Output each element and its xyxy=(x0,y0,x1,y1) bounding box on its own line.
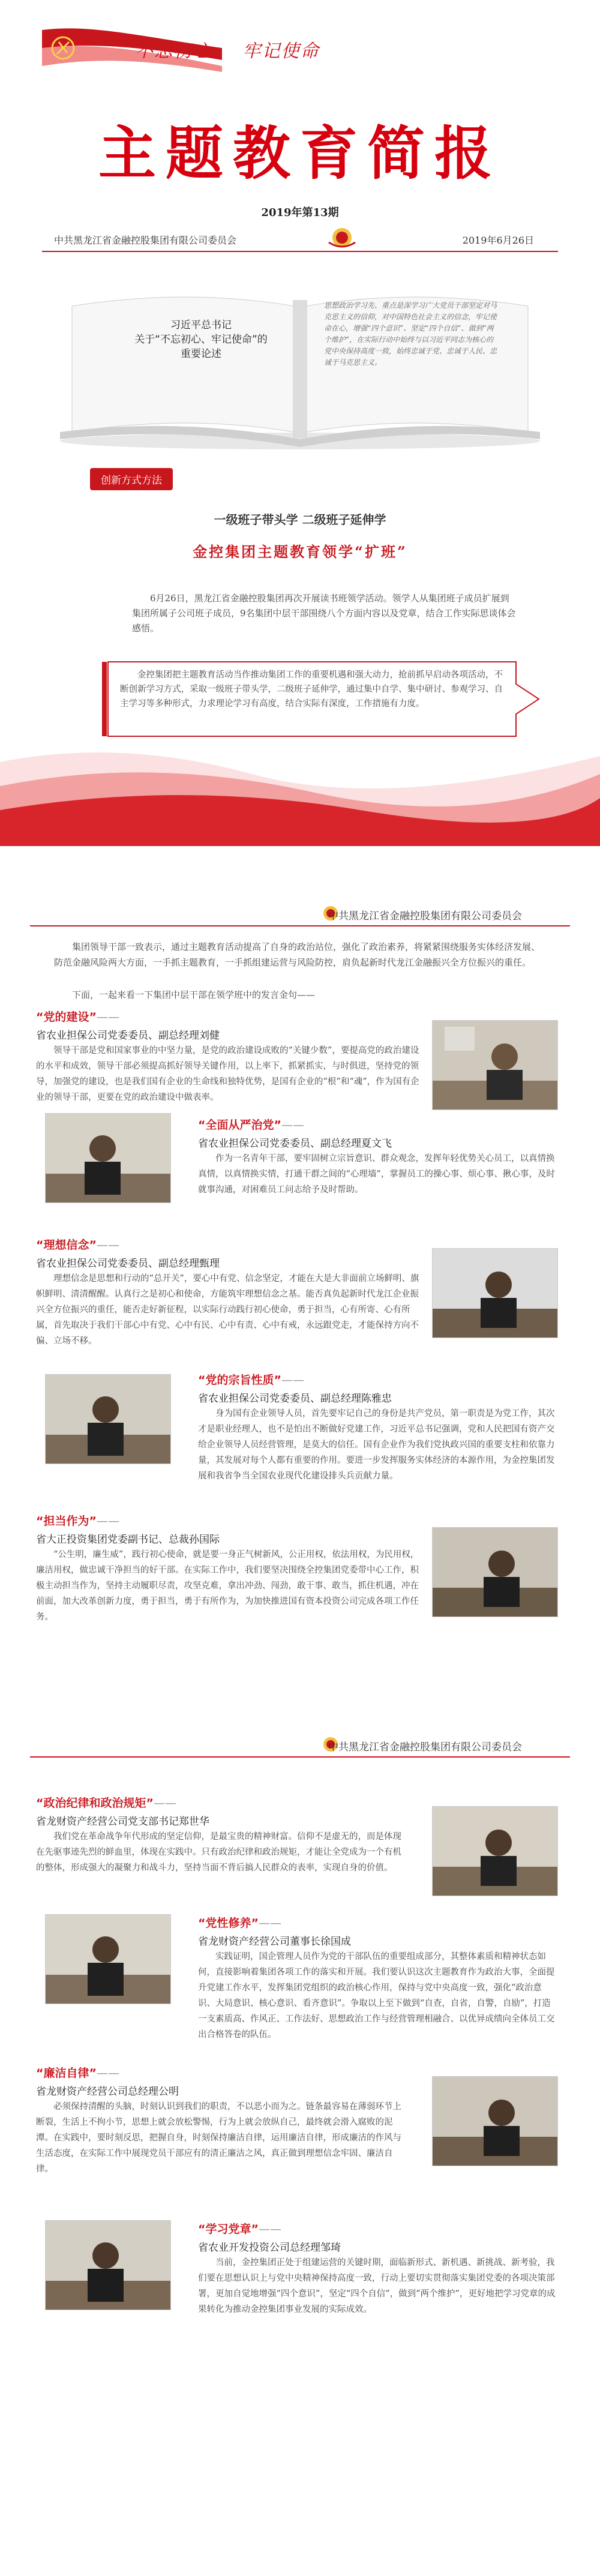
section-subtitle: 一级班子带头学 二级班子延伸学 xyxy=(214,512,386,527)
speaker-photo xyxy=(45,1374,171,1464)
speaker-block xyxy=(198,1371,558,1484)
quote-title: “担当作为”—— xyxy=(36,1515,119,1528)
book-left-line3: 重要论述 xyxy=(181,348,221,360)
speaker-block xyxy=(36,1236,420,1349)
speaker-quote: 身为国有企业领导人员，首先要牢记自己的身份是共产党员，第一职责是为党工作，其次才是职业经理人，也不是怕出不断做好党建工作，习近平总书记强调，党和人民把国有资产交给企业领导人员经营管理，是莫大的信任。国有企业作为我们党执政兴国的重要支柱和依靠力量，其发展对每个人都有重要的作用。要进一步发挥服务实体经济的本源作用，为金控集团发展和我省争当全国农业现代化建设排头兵贡献力量。 xyxy=(198,1409,555,1481)
emblem-icon xyxy=(324,224,360,251)
speaker-quote: 实践证明，国企管理人员作为党的干部队伍的重要组成部分，其整体素质和精神状态如何，直接影响着集团各项工作的落实和开展。我们要认识这次主题教育作为政治大事，全面提升党建工作水平，发挥集团党组织的政治核心作用，保持与党中央高度一致，强化“政治意识、大局意识、核心意识、看齐意识”。争取以上至下做到“自查，自省，自警，自励”，打造一支素质高、作风正、工作法好、思想政治工作与经营管理相融合、以优异成绩向全体员工交出合格答卷的队伍。 xyxy=(198,1952,555,2040)
speaker-name: 省农业担保公司党委委员、副总经理陈雅忠 xyxy=(198,1393,392,1405)
speaker-name: 省农业担保公司党委委员、副总经理刘健 xyxy=(36,1030,220,1042)
speaker-quote: 理想信念是思想和行动的“总开关”，要心中有党、信念坚定，才能在大是大非面前立场鲜明、旗帜鲜明、清清醒醒。认真行之是初心和使命，方能筑牢理想信念之基。能否真负起新时代龙江企业振兴全方位振兴的重任，能否走好新征程，以实际行动践行初心使命，勇于担当，心有所寄、心有所属，首先取决于我们干部心中有党、心中有民、心中有责、心中有戒，永远跟党走，才能保持方向不偏、立场不移。 xyxy=(36,1274,419,1346)
quote-title: “全面从严治党”—— xyxy=(198,1118,304,1132)
speaker-block xyxy=(198,2220,558,2317)
speaker-photo xyxy=(45,1113,171,1203)
speaker-block xyxy=(198,1914,558,2043)
speaker-photo xyxy=(432,1020,558,1110)
section-headline: 金控集团主题教育领学“扩班” xyxy=(193,543,407,560)
speaker-quote: 作为一名青年干部，要牢固树立宗旨意识、群众观念，发挥年轻优势关心员工，以真情换真情，以真情换实情，打通干群之间的“心理墙”，掌握员工的操心事、烦心事、揪心事，及时就事沟通，对困难员工问志给予及时帮助。 xyxy=(198,1154,555,1195)
speaker-quote: “公生明，廉生威”，践行初心使命，就是要一身正气树新风，公正用权，依法用权，为民用权，廉洁用权，做忠诚干净担当的好干部。在实际工作中，我们要坚决围绕全控集团党委带中心工作，积极主动担当作为，坚持主动履职尽责，攻坚克难，拿出冲劲、闯劲，敢干事、敢当，抓住机遇，冲在前面，加大改革创新力度，勇于担当，勇于有所作为，为加快推进国有资本投资公司完成各项工作任务。 xyxy=(36,1550,419,1622)
speaker-name: 省龙财资产经营公司董事长徐国成 xyxy=(198,1936,351,1948)
book-right-page: 思想政治学习先、重点是深学习广大党员干部坚定对马克思主义的信仰，对中国特色社会主义的信念，牢记使命在心，增强“四个意识”、坚定“四个自信”、做到“两个维护”，在实际行动中始终与以习近平同志为核心的党中央保持高度一致，始终忠诚于党、忠诚于人民、忠诚于马克思主义。 xyxy=(324,301,497,367)
book-left-line2: 关于“不忘初心、牢记使命”的 xyxy=(134,334,268,346)
slogan xyxy=(135,36,344,62)
quote-title: “党的建设”—— xyxy=(36,1010,119,1024)
speaker-photo xyxy=(432,1248,558,1338)
speaker-quote: 我们党在革命战争年代形成的坚定信仰，是最宝贵的精神财富。信仰不是虚无的，而是体现在先驱事迹先烈的鲜血里，体现在实践中。只有政治纪律和政治规矩，才能让全党成为一个有机的整体，形成强大的凝聚力和战斗力，坚持当面不背后搞人民群众的表率，实现自身的价值。 xyxy=(36,1832,401,1873)
highlight-box xyxy=(102,657,546,741)
slogan-1: 不忘初心 xyxy=(135,41,212,62)
quote-title: “廉洁自律”—— xyxy=(36,2067,119,2080)
speaker-photo xyxy=(45,2220,171,2310)
speaker-name: 省农业开发投资公司总经理邹琦 xyxy=(198,2242,341,2254)
meta-bar xyxy=(42,223,558,252)
book-left-page xyxy=(126,318,276,361)
quote-title: “理想信念”—— xyxy=(36,1238,119,1252)
speaker-photo xyxy=(45,1914,171,2004)
page2-intro: 集团领导干部一致表示，通过主题教育活动提高了自身的政治站位，强化了政治素养，将紧紧围绕服务实体经济发展、防范金融风险两大方面，一手抓主题教育，一手抓组建运营与风险防控，肩负起新时代龙江金融振兴全方位振兴的重任。 xyxy=(54,941,541,968)
speaker-quote: 当前，金控集团正处于组建运营的关键时期，面临新形式、新机遇、新挑战、新考验，我们要在思想认识上与党中央精神保持高度一致，行动上要切实贯彻落实集团党委的各项决策部署，更加自觉地增强“四个意识”，坚定“四个自信”，做到“两个维护”，更好地把学习党章的成果转化为推动金控集团事业发展的实际成效。 xyxy=(198,2258,556,2314)
slogan-2: 牢记使命 xyxy=(242,41,320,62)
issue-number: 2019年第13期 xyxy=(261,206,339,219)
quote-title: “党的宗旨性质”—— xyxy=(198,1374,304,1387)
speaker-name: 省大正投资集团党委副书记、总裁孙国际 xyxy=(36,1534,220,1546)
speaker-name: 省农业担保公司党委委员、副总经理甄理 xyxy=(36,1258,220,1270)
speaker-photo xyxy=(432,2076,558,2166)
quote-title: “党性修养”—— xyxy=(198,1917,281,1930)
speaker-photo xyxy=(432,1806,558,1896)
speaker-name: 省龙财资产经营公司总经理公明 xyxy=(36,2086,179,2098)
quote-title: “学习党章”—— xyxy=(198,2223,281,2236)
page2-org: 中共黑龙江省金融控股集团有限公司委员会 xyxy=(328,910,522,922)
speaker-quote: 领导干部是党和国家事业的中坚力量，是党的政治建设成败的“关键少数”，要提高党的政治建设的水平和成效，领导干部必须提高抓好领导关键作用，以上率下，抓紧抓实，与时俱进，坚持党的领导，加强党的建设，也是我们国有企业的生命线和独特优势，是国有企业的“根”和“魂”，作为国有企业的领导干部，更要在党的政治建设中做表率。 xyxy=(36,1046,419,1102)
speaker-name: 省龙财资产经营公司党支部书记郑世华 xyxy=(36,1816,209,1828)
speaker-block xyxy=(36,2064,408,2177)
section-tag: 创新方式方法 xyxy=(90,468,173,490)
highlight-text: 金控集团把主题教育活动当作推动集团工作的重要机遇和强大动力，抢前抓早启动各项活动，不断创新学习方式，采取一级班子带头学，二级班子延伸学，通过集中自学、集中研讨、参观学习、自主学习等多种形式，力求理论学习有高度，结合实际有深度，工作措施有力度。 xyxy=(120,670,503,709)
quote-title: “政治纪律和政治规矩”—— xyxy=(36,1797,176,1810)
speaker-block xyxy=(36,1512,420,1625)
speaker-block xyxy=(36,1794,408,1876)
page3-header xyxy=(0,1731,600,1761)
open-book-graphic xyxy=(48,282,552,450)
page-title: 主题教育简报 xyxy=(98,120,502,187)
speaker-block xyxy=(36,1008,420,1105)
page3-org: 中共黑龙江省金融控股集团有限公司委员会 xyxy=(328,1741,522,1753)
header xyxy=(0,0,600,252)
speaker-photo xyxy=(432,1527,558,1617)
issuer-org: 中共黑龙江省金融控股集团有限公司委员会 xyxy=(54,235,237,246)
speaker-quote: 必须保持清醒的头脑，时刻认识到我们的职责，不以恶小而为之。链条最容易在薄弱环节上断裂，生活上不拘小节，思想上就会放松警惕，行为上就会放纵自己，最终就会滑入腐败的泥潭。在实践中，要时刻反思，把握自身，时刻保持廉洁自律，运用廉洁自律，形成廉洁的作风与生活态度，在实际工作中展现党员干部应有的清正廉洁之风，真正做到理想信念牢固、廉洁自律。 xyxy=(36,2102,401,2174)
speaker-block xyxy=(198,1116,558,1198)
decorative-wave xyxy=(0,738,600,846)
page2-header xyxy=(0,900,600,930)
issue-date: 2019年6月26日 xyxy=(462,235,534,246)
section-tag-wrap xyxy=(90,468,173,490)
speaker-name: 省农业担保公司党委委员、副总经理夏文飞 xyxy=(198,1138,392,1150)
book-left-line1: 习近平总书记 xyxy=(170,319,232,331)
page2-lead: 下面，一起来看一下集团中层干部在领学班中的发言金句—— xyxy=(72,989,316,1000)
section-intro: 6月26日，黑龙江省金融控股集团再次开展读书班领学活动。领学人从集团班子成员扩展到集团所属子公司班子成员，9名集团中层干部围绕八个方面内容以及党章，结合工作实际思谈体会感悟。 xyxy=(132,593,516,634)
